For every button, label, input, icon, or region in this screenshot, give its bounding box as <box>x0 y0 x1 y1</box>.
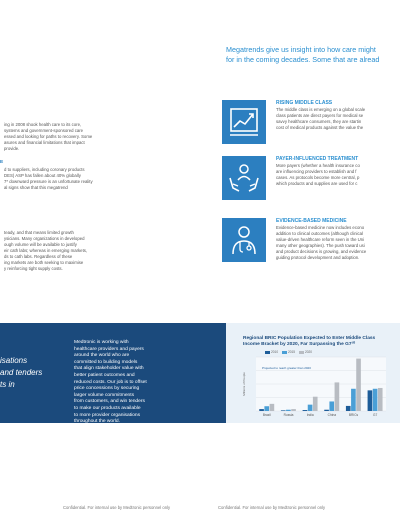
chart-annotation: Projected to reach greater than 2020 <box>262 366 311 370</box>
quote-line: and tenders <box>0 368 43 377</box>
x-tick-label: Brazil <box>262 413 271 417</box>
bar <box>373 389 378 411</box>
left-heading-2: E <box>0 160 4 165</box>
x-tick-label: BRICs <box>348 413 359 417</box>
text-line: The middle class is emerging on a global scale <box>276 107 366 112</box>
title-line: for in the coming decades. Some that are alread <box>226 55 380 64</box>
text-line: Medtronic is working with <box>74 340 129 345</box>
bar <box>356 359 361 411</box>
text-line: from customers, and win tenders <box>74 399 145 405</box>
text-line: systems and government-sponsored care <box>4 128 84 133</box>
x-tick-label: India <box>306 413 314 417</box>
text-line: ough volume will be available to justify <box>4 242 77 247</box>
trend-body <box>276 225 400 267</box>
left-paragraph-2 <box>4 167 209 191</box>
bric-bar-chart <box>240 355 390 421</box>
text-line: d to suppliers, including coronary products <box>4 167 85 172</box>
bar <box>270 404 275 411</box>
legend-label: 2020 <box>304 350 313 354</box>
bar <box>286 410 291 411</box>
bar <box>308 405 313 411</box>
text-line: ing markets are both seeking to maximise <box>4 260 84 265</box>
text-line: which products and supplies are used for c <box>276 181 358 186</box>
trend-title: RISING MIDDLE CLASS <box>276 100 333 106</box>
text-line: to make our products available <box>74 405 141 411</box>
chart-title-line: Regional BRIC Population Expected to Enter Middle Class <box>243 336 376 341</box>
text-line: to more provider organisations <box>74 412 141 418</box>
text-line: y reinforcing tight supply costs. <box>4 266 63 271</box>
chart-legend <box>262 350 312 354</box>
text-line: essed and looking for paths to recovery. Some <box>4 134 93 139</box>
text-line: Evidence-based medicine now includes econo <box>276 225 365 230</box>
quote-line: isations <box>0 356 28 365</box>
text-line: committed to building models <box>74 359 138 365</box>
text-line: addition to clinical outcomes (although clinical <box>276 231 363 236</box>
text-line: class patients are direct payers for medical se <box>276 113 364 118</box>
legend-label: 2010 <box>271 350 279 354</box>
hands-icon <box>222 156 266 200</box>
bar <box>259 409 264 411</box>
bar <box>351 389 356 411</box>
bar <box>329 401 334 411</box>
text-line: price concessions by securing <box>74 386 140 392</box>
text-line: throughout the world. <box>74 419 120 425</box>
left-paragraph-1 <box>4 122 209 152</box>
doctor-icon <box>222 218 266 262</box>
text-line: guiding protocol development and adoption. <box>276 255 360 260</box>
trend-evidence-based <box>222 218 400 282</box>
bar <box>303 410 308 411</box>
megatrends-title <box>226 45 400 65</box>
text-line: al signs show that this megatrend <box>4 185 68 190</box>
trend-rising-middle-class <box>222 100 400 156</box>
bar <box>378 388 383 411</box>
text-line: value-driven healthcare reform seen in the Uni <box>276 237 365 242</box>
bar <box>346 406 351 411</box>
footer-confidential-left: Confidential. For internal use by Medtronic personnel only <box>63 505 171 510</box>
bar <box>368 390 373 411</box>
text-line: asures and financial limitations that impact <box>4 140 85 145</box>
chart-title-line: Income Bracket by 2020, Far Surpassing the G7¹⁰ <box>243 342 356 347</box>
text-line: 7* downward pressure is an unfortunate reality <box>4 179 93 184</box>
footer-confidential-right: Confidential. For internal use by Medtronic personnel only <box>218 505 326 510</box>
chart-icon <box>222 100 266 144</box>
bar <box>324 410 329 411</box>
text-line: More payers (whether a health insurance co <box>276 163 360 168</box>
legend-swatch <box>299 351 304 354</box>
text-line: are influencing providers to establish and f <box>276 169 357 174</box>
text-line: teady, and that means limited growth <box>4 230 74 235</box>
text-line: larger volume commitments <box>74 392 135 398</box>
quote-line: ts in <box>0 380 15 389</box>
medtronic-statement <box>74 340 182 426</box>
left-paragraph-3 <box>4 230 209 272</box>
text-line: DES) ASP has fallen about 40% globally <box>4 173 81 178</box>
text-line: provide. <box>4 146 20 151</box>
bar <box>313 397 318 411</box>
text-line: ds to cath labs. Regardless of these <box>4 254 73 259</box>
bar <box>291 409 296 411</box>
bar <box>281 410 286 411</box>
legend-label: 2015 <box>287 350 296 354</box>
text-line: cases. As protocols become more central, p <box>276 175 360 180</box>
text-line: cost of medical products against the value the <box>276 125 364 130</box>
legend-swatch <box>282 351 287 354</box>
y-axis-label: Millions of People <box>242 372 246 396</box>
title-line: Megatrends give us insight into how care might <box>226 45 376 54</box>
text-line: around the world who are <box>74 353 130 359</box>
text-line: healthcare providers and payers <box>74 346 144 352</box>
text-line: many other geographies). The push toward usi <box>276 243 365 248</box>
bar <box>264 406 269 411</box>
x-tick-label: China <box>327 413 337 417</box>
text-line: eir cath labs; whereas in emerging markets, <box>4 248 88 253</box>
text-line: ysicians. Many organizations in developed <box>4 236 85 241</box>
trend-payer-influenced <box>222 156 400 212</box>
text-line: that align stakeholder value with <box>74 366 144 372</box>
x-tick-label: G7 <box>373 413 378 417</box>
legend-swatch <box>265 351 270 354</box>
text-line: and product decisions is growing, and evidence <box>276 249 367 254</box>
trend-body <box>276 107 400 131</box>
pull-quote <box>0 355 70 391</box>
chart-title <box>243 336 378 348</box>
trend-title: EVIDENCE-BASED MEDICINE <box>276 218 347 224</box>
text-line: savvy healthcare consumers, they are startin <box>276 119 362 124</box>
text-line: reduced costs. Our job is to offset <box>74 379 147 385</box>
text-line: ing in 2008 shook health care to its core, <box>4 122 82 127</box>
x-tick-label: Russia <box>283 413 294 417</box>
trend-title: PAYER-INFLUENCED TREATMENT <box>276 156 359 162</box>
text-line: better patient outcomes and <box>74 372 135 378</box>
trend-body <box>276 163 400 187</box>
bar <box>335 382 340 411</box>
